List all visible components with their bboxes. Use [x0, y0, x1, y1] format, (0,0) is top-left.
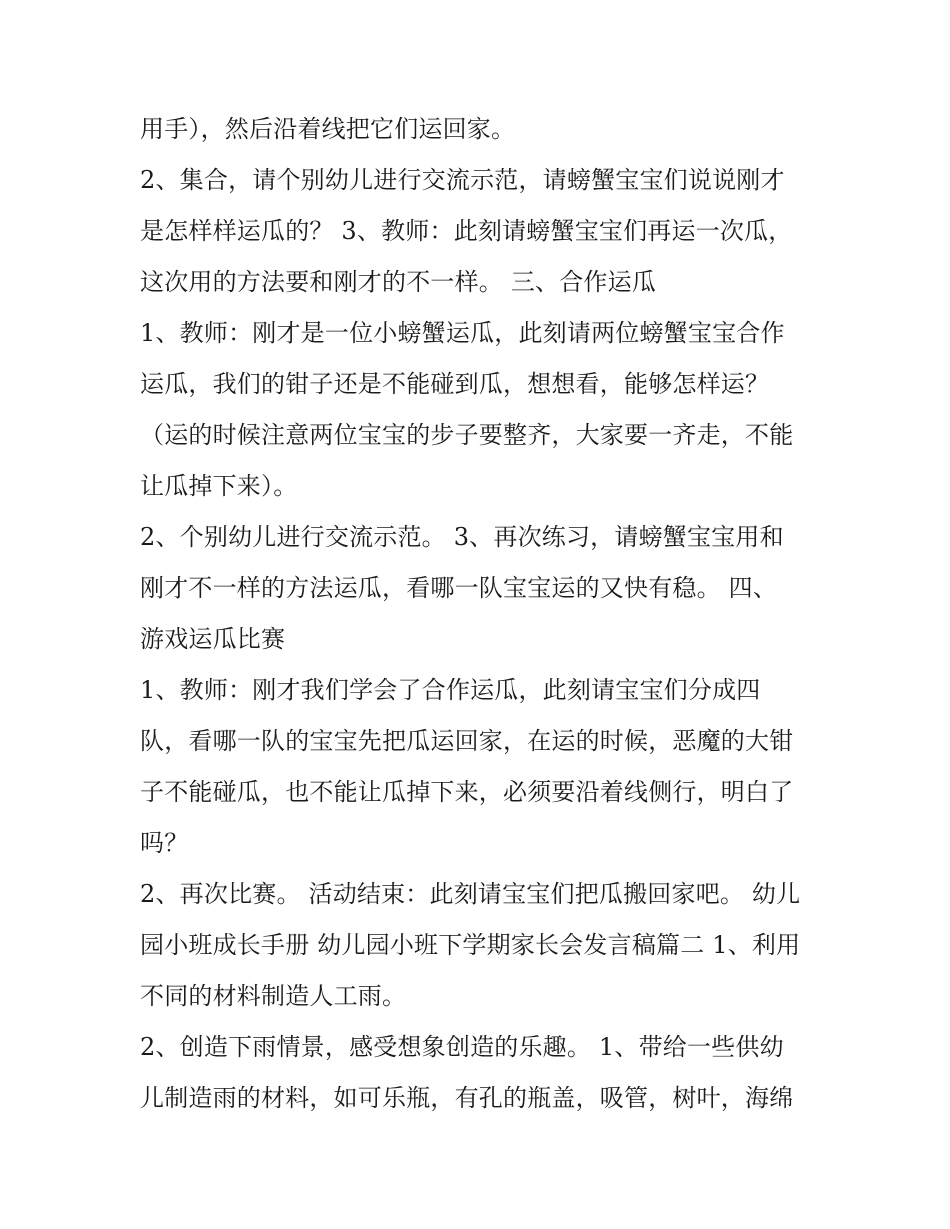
text-line: （运的时候注意两位宝宝的步子要整齐，大家要一齐走，不能 [140, 421, 794, 449]
text-line: 园小班成长手册 幼儿园小班下学期家长会发言稿篇二 1、利用 [140, 931, 801, 959]
document-body [140, 104, 830, 1124]
text-line: 2、再次比赛。 活动结束：此刻请宝宝们把瓜搬回家吧。 幼儿 [140, 880, 801, 908]
text-line: 游戏运瓜比赛 [140, 625, 286, 653]
text-line: 吗？ [140, 829, 189, 857]
text-line: 儿制造雨的材料，如可乐瓶，有孔的瓶盖，吸管，树叶，海绵 [140, 1084, 794, 1112]
text-line: 让瓜掉下来）。 [140, 472, 298, 500]
text-line: 2、创造下雨情景，感受想象创造的乐趣。 1、带给一些供幼 [140, 1033, 784, 1061]
text-line: 运瓜，我们的钳子还是不能碰到瓜，想想看，能够怎样运？ [140, 370, 770, 398]
text-line: 这次用的方法要和刚才的不一样。 三、合作运瓜 [140, 268, 657, 296]
text-line: 是怎样样运瓜的？ 3、教师：此刻请螃蟹宝宝们再运一次瓜， [140, 217, 793, 245]
text-line: 子不能碰瓜，也不能让瓜掉下来，必须要沿着线侧行，明白了 [140, 778, 794, 806]
text-line: 队，看哪一队的宝宝先把瓜运回家，在运的时候，恶魔的大钳 [140, 727, 794, 755]
text-line: 刚才不一样的方法运瓜，看哪一队宝宝运的又快有稳。 四、 [140, 574, 778, 602]
text-line: 1、教师：刚才我们学会了合作运瓜，此刻请宝宝们分成四 [140, 676, 761, 704]
text-line: 1、教师：刚才是一位小螃蟹运瓜，此刻请两位螃蟹宝宝合作 [140, 319, 785, 347]
text-line: 2、集合，请个别幼儿进行交流示范，请螃蟹宝宝们说说刚才 [140, 166, 785, 194]
text-line: 用手），然后沿着线把它们运回家。 [140, 115, 516, 143]
text-line: 2、个别幼儿进行交流示范。 3、再次练习，请螃蟹宝宝用和 [140, 523, 784, 551]
text-line: 不同的材料制造人工雨。 [140, 982, 407, 1010]
